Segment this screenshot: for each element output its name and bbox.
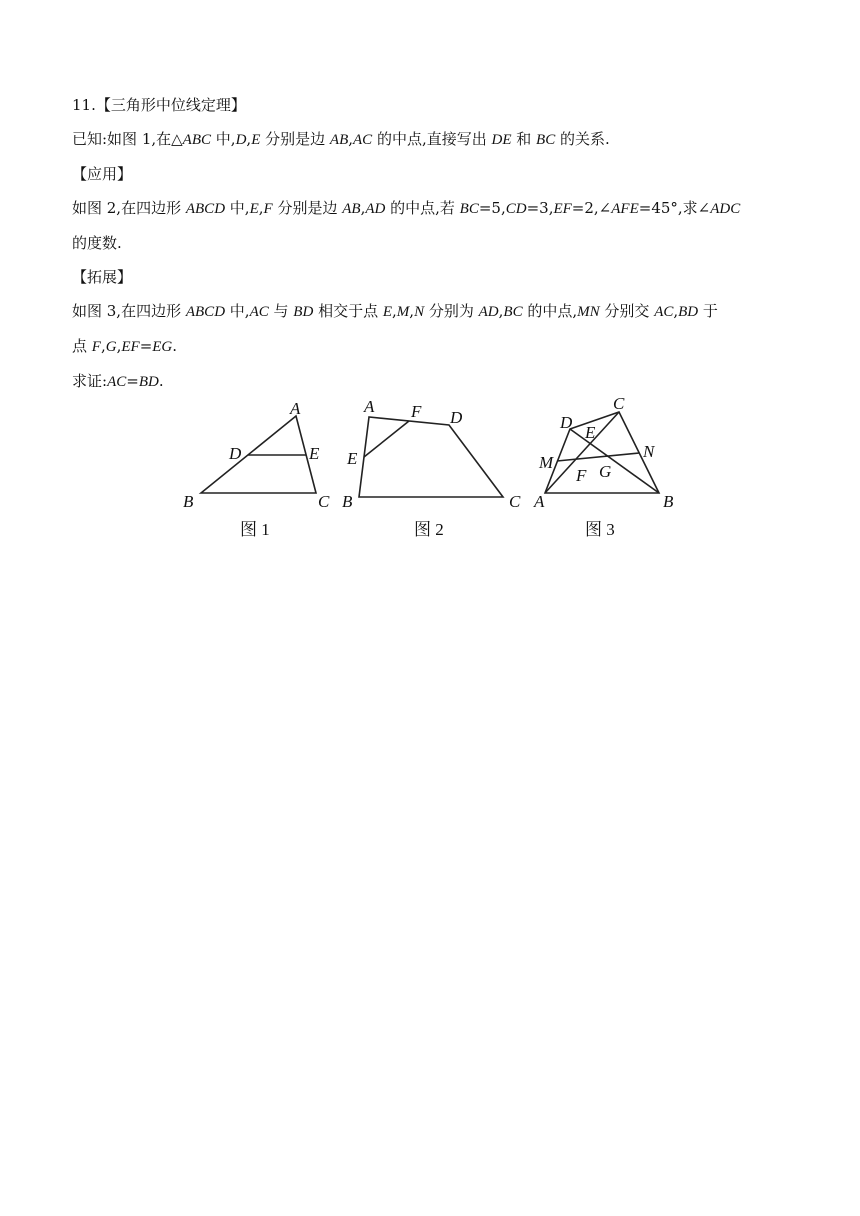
math-variable: AD <box>365 201 386 217</box>
problem-text <box>72 88 792 399</box>
fig3-label-e: E <box>585 423 596 442</box>
math-variable: AC <box>353 132 373 148</box>
text-segment: 的中点,若 <box>385 199 460 217</box>
text-segment: 分别是边 <box>272 199 343 217</box>
text-segment: =3, <box>526 199 554 217</box>
math-variable: AC <box>107 374 127 390</box>
math-variable: M <box>396 304 410 320</box>
fig3-label-c: C <box>613 394 625 413</box>
math-variable: EF <box>121 339 140 355</box>
fig2-label-f: F <box>411 402 422 421</box>
math-variable: E <box>382 304 393 320</box>
fig1-label-d: D <box>229 444 242 463</box>
math-variable: E <box>249 201 259 217</box>
text-segment: = <box>139 337 153 355</box>
apply-statement-line-1 <box>72 191 792 226</box>
text-segment: 分别是边 <box>260 130 330 148</box>
fig3-label-n: N <box>643 442 655 461</box>
text-segment: 的度数. <box>72 234 122 252</box>
math-variable: E <box>251 132 261 148</box>
figures <box>178 392 688 552</box>
figure-1-lines <box>201 416 316 493</box>
fig1-label-a: A <box>290 399 301 418</box>
text-segment: . <box>158 372 164 390</box>
text-segment: 点 <box>72 337 92 355</box>
given-statement <box>72 122 792 157</box>
text-segment: 分别为 <box>424 302 479 320</box>
math-variable: N <box>414 304 425 320</box>
math-variable: F <box>91 339 101 355</box>
fig1-label-e: E <box>309 444 320 463</box>
text-segment: 的中点,直接写出 <box>372 130 492 148</box>
text-segment: , <box>348 130 354 148</box>
extend-heading: 【拓展】 <box>72 268 133 286</box>
figure-2-lines <box>359 417 503 497</box>
fig2-label-d: D <box>450 408 463 427</box>
math-variable: AFE <box>611 201 639 217</box>
fig1-caption: 图 1 <box>240 520 270 539</box>
text-segment: , <box>116 337 122 355</box>
math-variable: MN <box>577 304 600 320</box>
figures-svg <box>178 392 688 552</box>
math-variable: G <box>105 339 117 355</box>
problem-heading: 11.【三角形中位线定理】 <box>72 96 246 114</box>
text-segment: , <box>258 199 264 217</box>
text-segment: =45°,求∠ <box>638 199 711 217</box>
text-segment: = <box>126 372 139 390</box>
text-segment: 的中点, <box>522 302 578 320</box>
text-segment: 中, <box>211 130 236 148</box>
fig3-label-m: M <box>539 453 554 472</box>
math-variable: D <box>235 132 247 148</box>
math-variable: CD <box>505 201 527 217</box>
fig1-label-b: B <box>183 492 194 511</box>
apply-heading: 【应用】 <box>72 165 133 183</box>
math-variable: BC <box>459 201 479 217</box>
math-variable: AB <box>342 201 361 217</box>
fig3-label-b: B <box>663 492 674 511</box>
math-variable: ABCD <box>185 304 226 320</box>
apply-statement-line-2 <box>72 226 792 260</box>
extend-statement-line-2 <box>72 329 792 364</box>
math-variable: BD <box>293 304 314 320</box>
fig3-label-a: A <box>534 492 545 511</box>
fig2-label-b: B <box>342 492 353 511</box>
text-segment: , <box>673 302 679 320</box>
text-segment: =5, <box>478 199 506 217</box>
math-variable: BC <box>536 132 556 148</box>
text-segment: 如图 3,在四边形 <box>72 302 186 320</box>
fig3-label-g: G <box>599 462 612 481</box>
fig3-caption: 图 3 <box>585 520 615 539</box>
text-segment: 和 <box>511 130 537 148</box>
text-segment: 的关系. <box>555 130 610 148</box>
math-variable: AC <box>654 304 674 320</box>
fig1-label-c: C <box>318 492 330 511</box>
text-segment: , <box>360 199 366 217</box>
text-segment: 相交于点 <box>313 302 383 320</box>
math-variable: AC <box>249 304 269 320</box>
text-segment: 中, <box>225 199 250 217</box>
math-variable: EF <box>553 201 572 217</box>
text-segment: . <box>172 337 178 355</box>
math-variable: BD <box>678 304 699 320</box>
math-variable: F <box>263 201 273 217</box>
fig2-label-c: C <box>509 492 521 511</box>
fig2-label-a: A <box>364 397 375 416</box>
text-segment: 中, <box>225 302 250 320</box>
math-variable: BC <box>503 304 523 320</box>
math-variable: ADC <box>710 201 741 217</box>
fig3-label-d: D <box>560 413 573 432</box>
text-segment: , <box>100 337 106 355</box>
text-segment: =2,∠ <box>571 199 612 217</box>
math-variable: EG <box>152 339 173 355</box>
text-segment: 与 <box>268 302 294 320</box>
fig2-caption: 图 2 <box>414 520 444 539</box>
text-segment: 分别交 <box>599 302 655 320</box>
text-segment: , <box>409 302 415 320</box>
text-segment: , <box>392 302 397 320</box>
math-variable: BD <box>138 374 159 390</box>
text-segment: , <box>498 302 504 320</box>
math-variable: ABCD <box>185 201 226 217</box>
math-variable: DE <box>491 132 512 148</box>
math-variable: AB <box>329 132 349 148</box>
text-segment: 已知:如图 1,在△ <box>72 130 183 148</box>
fig3-label-f: F <box>576 466 587 485</box>
math-variable: ABC <box>182 132 212 148</box>
text-segment: 求证: <box>72 372 108 390</box>
text-segment: 如图 2,在四边形 <box>72 199 186 217</box>
fig2-label-e: E <box>347 449 358 468</box>
math-variable: AD <box>478 304 499 320</box>
text-segment: 于 <box>698 302 718 320</box>
extend-statement-line-1 <box>72 294 792 329</box>
text-segment: , <box>246 130 252 148</box>
